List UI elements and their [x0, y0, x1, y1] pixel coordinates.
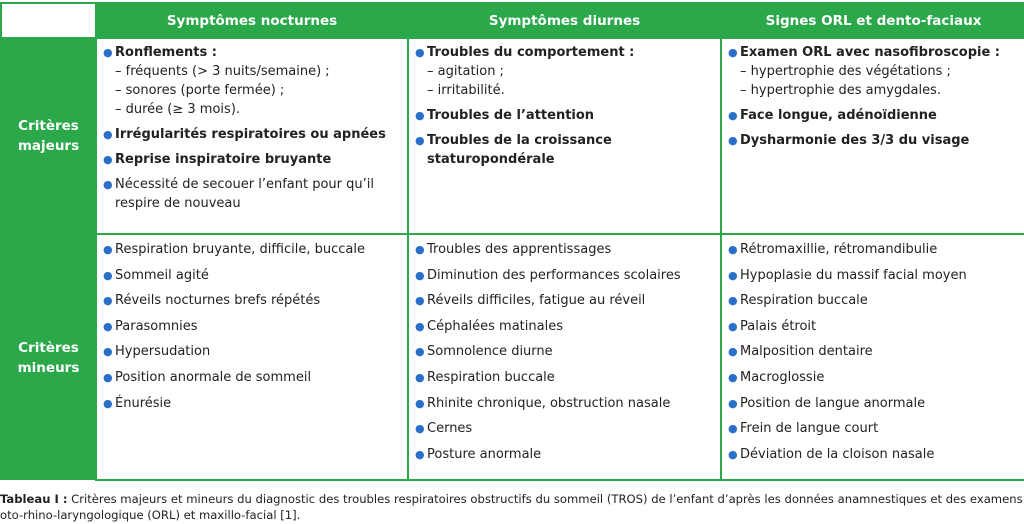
list-item — [103, 394, 401, 413]
list-item-body — [427, 131, 714, 169]
list-item — [415, 368, 714, 387]
list-item-body — [427, 106, 714, 125]
list-item — [415, 43, 714, 100]
list-item-body — [115, 175, 401, 213]
bullet-dot-icon: ● — [103, 243, 113, 256]
bullet-dot-icon: ● — [103, 319, 113, 333]
bullet-dot-icon: ● — [415, 134, 425, 147]
list-item — [103, 150, 401, 169]
header-row — [1, 3, 1024, 38]
list-item — [103, 368, 401, 387]
bullet-dot-icon: ● — [415, 294, 425, 308]
row-header-major — [1, 38, 96, 234]
list-item-label: Palais étroit — [740, 318, 817, 334]
list-item — [415, 445, 714, 464]
list-subitem: – durée (≥ 3 mois). — [115, 102, 241, 117]
list-item-body — [740, 291, 1018, 310]
list-item — [728, 240, 1018, 259]
column-header-nocturnal: Symptômes nocturnes — [96, 3, 408, 38]
bullet-dot-icon: ● — [415, 370, 425, 384]
list-item — [415, 317, 714, 336]
list-item-body — [740, 368, 1018, 387]
list-item-label: Somnolence diurne — [427, 344, 553, 360]
list-item — [415, 131, 714, 169]
list-item — [728, 291, 1018, 310]
list-item-label: Macroglossie — [740, 369, 825, 385]
bullet-dot-icon: ● — [728, 46, 738, 59]
bullet-dot-icon: ● — [415, 319, 425, 333]
list-item-label: Troubles de l’attention — [427, 108, 595, 123]
list-item-label: Hypersudation — [115, 344, 211, 360]
bullet-dot-icon: ● — [728, 396, 738, 410]
list-item-label: Respiration buccale — [740, 293, 868, 309]
row-header-minor-line1: Critères — [18, 339, 79, 356]
list-item-label: Hypoplasie du massif facial moyen — [740, 267, 967, 283]
list-subitem: – sonores (porte fermée) ; — [115, 83, 285, 98]
list-item — [728, 394, 1018, 413]
bullet-dot-icon: ● — [415, 268, 425, 282]
row-header-major-line2: majeurs — [17, 138, 80, 154]
list-item-body — [115, 291, 401, 310]
list-item-label: Réveils nocturnes brefs répétés — [115, 293, 321, 309]
list-item-body — [740, 240, 1018, 259]
list-subitem: – fréquents (> 3 nuits/semaine) ; — [115, 64, 330, 79]
bullet-dot-icon: ● — [415, 447, 425, 461]
cell-major-ent — [721, 38, 1024, 234]
list-item-label: Céphalées matinales — [427, 318, 563, 334]
list-item-body — [427, 394, 714, 413]
list-item-body — [115, 125, 401, 144]
cell-major-diurnal — [408, 38, 721, 234]
list-item-body — [740, 43, 1018, 100]
list-item — [728, 317, 1018, 336]
table-corner — [1, 3, 96, 38]
list-item-body — [427, 240, 714, 259]
list-item-label: Posture anormale — [427, 446, 542, 462]
bullet-dot-icon: ● — [103, 46, 113, 59]
list-item — [728, 342, 1018, 361]
cell-minor-ent — [721, 234, 1024, 480]
cell-major-nocturnal — [96, 38, 408, 234]
bullet-dot-icon: ● — [728, 370, 738, 384]
list-item — [103, 125, 401, 144]
list-item-label: Cernes — [427, 421, 473, 437]
list-item-label: Nécessité de secouer l’enfant pour qu’il respire de nouveau — [115, 177, 374, 211]
bullet-dot-icon: ● — [415, 46, 425, 59]
bullet-dot-icon: ● — [728, 109, 738, 122]
list-item-label: Rétromaxillie, rétromandibulie — [740, 242, 938, 257]
list-item-body — [115, 43, 401, 119]
list-item — [415, 394, 714, 413]
bullet-dot-icon: ● — [415, 109, 425, 122]
list-item-body — [740, 266, 1018, 285]
list-item — [415, 266, 714, 285]
list-item-label: Position anormale de sommeil — [115, 369, 312, 385]
cell-minor-nocturnal — [96, 234, 408, 480]
list-item-body — [115, 317, 401, 336]
list-item-label: Irrégularités respiratoires ou apnées — [115, 127, 386, 142]
bullet-dot-icon: ● — [103, 153, 113, 166]
bullet-dot-icon: ● — [728, 268, 738, 282]
bullet-dot-icon: ● — [728, 319, 738, 333]
bullet-dot-icon: ● — [728, 447, 738, 461]
bullet-dot-icon: ● — [103, 268, 113, 282]
bullet-dot-icon: ● — [103, 345, 113, 359]
list-item-label: Sommeil agité — [115, 267, 209, 283]
list-item-body — [427, 368, 714, 387]
list-item — [415, 106, 714, 125]
list-item-body — [740, 342, 1018, 361]
bullet-dot-icon: ● — [103, 294, 113, 308]
list-item-body — [427, 291, 714, 310]
list-item-label: Examen ORL avec nasofibroscopie : — [740, 45, 1001, 60]
list-item-label: Respiration bruyante, difficile, buccale — [115, 242, 365, 257]
list-item — [728, 131, 1018, 150]
list-subitem: – irritabilité. — [427, 83, 505, 98]
criteria-table — [0, 2, 1024, 481]
bullet-dot-icon: ● — [728, 345, 738, 359]
bullet-dot-icon: ● — [415, 243, 425, 256]
list-item — [103, 175, 401, 213]
list-item — [103, 266, 401, 285]
list-item-label: Frein de langue court — [740, 421, 879, 437]
list-item — [728, 266, 1018, 285]
list-item — [728, 106, 1018, 125]
list-item-body — [427, 43, 714, 100]
bullet-dot-icon: ● — [103, 128, 113, 141]
caption-text: Critères majeurs et mineurs du diagnostic des troubles respiratoires obstructifs du sommeil (TROS) de l’enfant d’après les données anamnestiques et des examens oto-rhino-laryngologique (ORL) et maxillo-facial [1]. — [0, 492, 1023, 522]
table-caption — [0, 491, 1024, 523]
list-item-label: Rhinite chronique, obstruction nasale — [427, 395, 671, 411]
list-item-label: Malposition dentaire — [740, 344, 873, 360]
list-subitem: – hypertrophie des amygdales. — [740, 83, 941, 98]
row-minor — [1, 234, 1024, 480]
list-item — [415, 419, 714, 438]
list-item — [728, 368, 1018, 387]
list-item-label: Position de langue anormale — [740, 395, 926, 411]
list-item-body — [427, 419, 714, 438]
list-item — [103, 317, 401, 336]
bullet-dot-icon: ● — [103, 178, 113, 191]
list-item-label: Respiration buccale — [427, 369, 555, 385]
list-item-body — [115, 342, 401, 361]
list-subitem: – hypertrophie des végétations ; — [740, 64, 951, 79]
list-item — [103, 342, 401, 361]
bullet-dot-icon: ● — [728, 243, 738, 256]
list-item-label: Parasomnies — [115, 318, 198, 334]
list-item-label: Énurésie — [115, 395, 172, 411]
list-item-label: Réveils difficiles, fatigue au réveil — [427, 293, 646, 309]
list-item-body — [427, 342, 714, 361]
list-item-label: Reprise inspiratoire bruyante — [115, 152, 332, 167]
list-item-body — [740, 106, 1018, 125]
list-item — [728, 419, 1018, 438]
row-header-major-line1: Critères — [18, 118, 79, 134]
list-item-body — [115, 368, 401, 387]
list-item-label: Troubles du comportement : — [427, 45, 635, 60]
list-item — [103, 291, 401, 310]
list-item — [103, 240, 401, 259]
list-item-label: Face longue, adénoïdienne — [740, 108, 937, 123]
list-item-label: Dysharmonie des 3/3 du visage — [740, 133, 970, 148]
list-item — [728, 445, 1018, 464]
bullet-dot-icon: ● — [415, 396, 425, 410]
list-item-label: Déviation de la cloison nasale — [740, 446, 935, 462]
bullet-dot-icon: ● — [103, 396, 113, 410]
list-item-body — [427, 317, 714, 336]
list-item-body — [740, 131, 1018, 150]
list-item-body — [115, 150, 401, 169]
list-item — [415, 342, 714, 361]
list-item-body — [427, 445, 714, 464]
column-header-ent: Signes ORL et dento-faciaux — [721, 3, 1024, 38]
row-header-minor — [1, 234, 96, 480]
caption-lead: Tableau I : — [0, 492, 68, 506]
list-item-body — [740, 317, 1018, 336]
bullet-dot-icon: ● — [728, 134, 738, 147]
column-header-diurnal: Symptômes diurnes — [408, 3, 721, 38]
list-item-body — [740, 394, 1018, 413]
list-item — [415, 291, 714, 310]
list-item-body — [115, 394, 401, 413]
list-item-label: Diminution des performances scolaires — [427, 267, 681, 283]
list-item — [415, 240, 714, 259]
cell-minor-diurnal — [408, 234, 721, 480]
list-item-label: Ronflements : — [115, 45, 217, 60]
list-item-label: Troubles des apprentissages — [427, 242, 612, 257]
bullet-dot-icon: ● — [728, 294, 738, 308]
list-item-label: Troubles de la croissance staturopondérale — [427, 133, 612, 167]
list-item-body — [740, 445, 1018, 464]
list-item-body — [115, 240, 401, 259]
list-item — [728, 43, 1018, 100]
list-subitem: – agitation ; — [427, 64, 504, 79]
list-item — [103, 43, 401, 119]
list-item-body — [740, 419, 1018, 438]
row-major — [1, 38, 1024, 234]
row-header-minor-line2: mineurs — [17, 359, 80, 376]
bullet-dot-icon: ● — [415, 422, 425, 436]
bullet-dot-icon: ● — [415, 345, 425, 359]
bullet-dot-icon: ● — [103, 370, 113, 384]
bullet-dot-icon: ● — [728, 422, 738, 436]
list-item-body — [115, 266, 401, 285]
list-item-body — [427, 266, 714, 285]
